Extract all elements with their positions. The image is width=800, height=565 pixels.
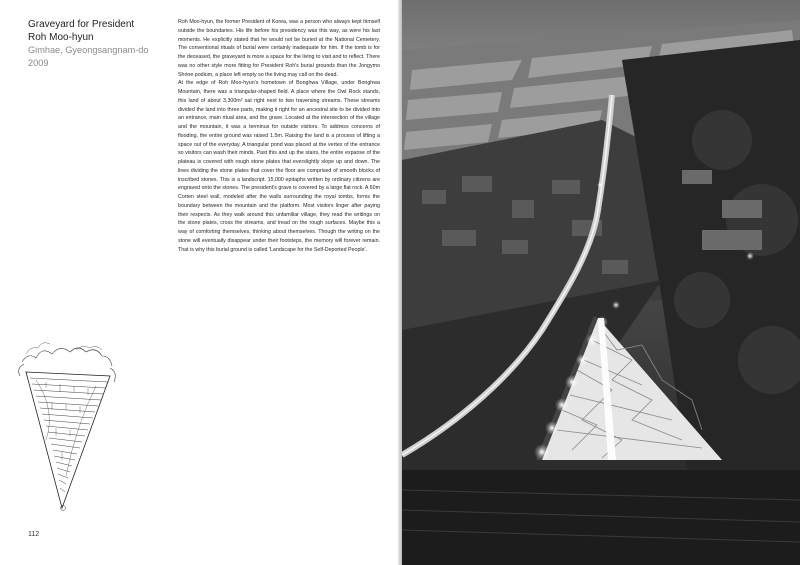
project-header bbox=[28, 18, 178, 70]
right-page-photo bbox=[402, 0, 800, 565]
site-sketch-drawing bbox=[16, 332, 120, 516]
page-number: 112 bbox=[28, 531, 40, 538]
project-year: 2009 bbox=[28, 58, 49, 68]
body-paragraph-2: At the edge of Roh Moo-hyun's hometown of Bonghwa Village, under Bonghwa Mountain, there was a triangular-shaped field. A place where the Owl Rock stands, this land of about 3,300m² sat right next to two traversing streams. These streams divided the land into three parts, making it right for an ancestral site to be divided into an entrance, main ritual area, and the grave. Located at the intersection of the village and the mountain, it was a terminus for outside visitors. To address concerns of flooding, the entire ground was raised 1.5m. Raising the land is a process of lifting a space out of the everyday. A triangular pond was placed at the vertex of the entrance so visitors can wash their minds. Past this and up the stairs, the entire expanse of the plateau is covered with rough stone plates that everslightly slope up and down. The lines dividing the stone plates that cover the floor are comprised of smooth blocks of inscribed stones. This is a landscript. 15,000 epitaphs written by ordinary citizens are engraved onto the stones. The president's grave is covered by a large flat rock. A 60m Corten steel wall, modeled after the walls surrounding the royal tombs, forms the boundary between the mountain and the platform. Most visitors linger after paying their respects. As they walk around this unfamiliar village, they read the writings on the stone plates, cross the streams, and tread on the rough surfaces. Maybe this a way of comforting themselves, thinking about themselves. Though the writing on the stone will eventually disappear under their footsteps, the memory will forever remain. That is why this burial ground is called 'Landscape for the Self-Deported People'. bbox=[178, 80, 380, 253]
project-title-line-1: Graveyard for President bbox=[28, 19, 135, 30]
project-location: Gimhae, Gyeongsangnam-do bbox=[28, 45, 149, 55]
aerial-night-photo bbox=[402, 0, 800, 565]
body-paragraph-1: Roh Moo-hyun, the former President of Korea, was a person who always kept himself outside the boundaries. His life before his presidency was this way, as were his last moments. He explicitly stated that he would not be buried at the National Cemetery. The conventional rituals of burial were certainly inadequate for him. If the tomb is for the deceased, the graveyard is more a space for the living to visit and to reflect. There was no other style more fitting for President Roh's burial grounds than the Jongymo Shrine podium, a place left empty so the living may call on the dead. bbox=[178, 19, 380, 78]
project-title-line-2: Roh Moo-hyun bbox=[28, 32, 94, 43]
body-text bbox=[178, 18, 380, 254]
